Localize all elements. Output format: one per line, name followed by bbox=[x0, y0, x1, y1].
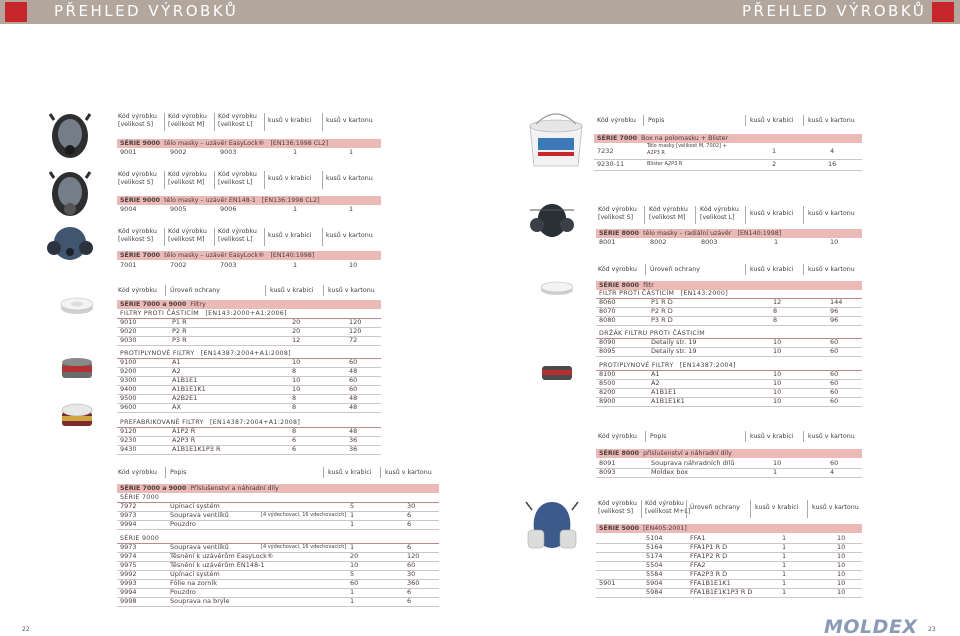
table-cell: 120 bbox=[349, 318, 362, 326]
table-cell: P3 R D bbox=[651, 316, 673, 324]
col-per-carton: kusů v kartonu bbox=[326, 117, 373, 124]
red-marker-right bbox=[932, 2, 954, 22]
table-cell: 60 bbox=[830, 459, 839, 467]
table-cell: 72 bbox=[349, 336, 358, 344]
table-cell: 360 bbox=[407, 579, 420, 587]
table-cell: 8 bbox=[292, 427, 297, 435]
table-cell: 5904 bbox=[646, 579, 663, 587]
top-bar bbox=[0, 0, 960, 24]
table-cell: 10 bbox=[773, 388, 782, 396]
col-per-carton: kusů v kartonu bbox=[808, 433, 855, 440]
col-per-box: kusů v krabici bbox=[268, 175, 312, 182]
table-cell: 10 bbox=[292, 358, 301, 366]
col-per-carton: kusů v kartonu bbox=[326, 232, 373, 239]
table-cell: 6 bbox=[407, 511, 412, 519]
table-cell: A1B1E1K1 bbox=[172, 385, 206, 393]
table-cell: 9010 bbox=[120, 318, 137, 326]
table-cell: 8200 bbox=[599, 388, 616, 396]
band-series-7000: SÉRIE 7000 tělo masky – uzávěr EasyLock® [EN140:1998] bbox=[117, 251, 381, 260]
table-cell: A1 bbox=[651, 370, 660, 378]
table-cell: P2 R bbox=[172, 327, 187, 335]
table-cell: 5164 bbox=[646, 543, 663, 551]
table-cell: Souprava náhradních dílů bbox=[651, 459, 735, 467]
table-cell: 9973 bbox=[120, 511, 137, 519]
band-series-8000: SÉRIE 8000 tělo masky – radiální uzávěr [EN140:1998] bbox=[596, 229, 862, 238]
table-cell: Upínací systém bbox=[170, 502, 220, 510]
group-label-gas-filters: PROTIPLYNOVÉ FILTRY [EN14387:2004+A1:2008] bbox=[120, 350, 291, 357]
table-cell: FFA1B1E1K1P3 R D bbox=[690, 588, 753, 596]
particle-filter-image bbox=[60, 296, 94, 314]
table-cell: 10 bbox=[773, 459, 782, 467]
table-cell: A2B2E1 bbox=[172, 394, 198, 402]
table-cell: 10 bbox=[773, 370, 782, 378]
table-cell: A1B1E1K1 bbox=[651, 397, 685, 405]
col-code-s: Kód výrobku [velikost S] bbox=[598, 500, 637, 515]
table-cell: FFA2P3 R D bbox=[690, 570, 728, 578]
full-face-mask-en148-image bbox=[48, 168, 92, 218]
col-code-s: Kód výrobku [velikost S] bbox=[118, 171, 157, 186]
table-cell: 5504 bbox=[646, 561, 663, 569]
col-code: Kód výrobku bbox=[597, 117, 636, 124]
table-cell: A2 bbox=[172, 367, 181, 375]
table-cell: 12 bbox=[292, 336, 301, 344]
col-protection: Úroveň ochrany bbox=[650, 266, 700, 273]
group-label-filter-holder: DRŽÁK FILTRU PROTI ČÁSTICÍM bbox=[599, 330, 705, 337]
table-cell: FFA1 bbox=[690, 534, 706, 542]
table-cell: 8 bbox=[292, 367, 297, 375]
table-cell: 10 bbox=[773, 379, 782, 387]
band-series-9000-en148: SÉRIE 9000 tělo masky – uzávěr EN148-1 [EN136:1998 CL2] bbox=[117, 196, 381, 205]
col-per-carton: kusů v kartonu bbox=[328, 287, 375, 294]
table-cell: 10 bbox=[773, 397, 782, 405]
combined-filter-image bbox=[60, 400, 94, 430]
col-description: Popis bbox=[170, 469, 187, 476]
table-cell: 1 bbox=[350, 520, 355, 528]
group-label-prefab-filters: PREFABRIKOVANÉ FILTRY [EN14387:2004+A1:2008] bbox=[120, 419, 301, 426]
table-cell: P1 R D bbox=[651, 298, 673, 306]
table-cell: [4 výdechovací, 16 vdechovacích] bbox=[261, 512, 347, 518]
table-cell: 20 bbox=[292, 327, 301, 335]
table-cell: 9994 bbox=[120, 588, 137, 596]
table-cell: 48 bbox=[349, 394, 358, 402]
table-cell: 9100 bbox=[120, 358, 137, 366]
table-cell: P2 R D bbox=[651, 307, 673, 315]
table-cell: 1 bbox=[350, 511, 355, 519]
table-cell: 1 bbox=[350, 588, 355, 596]
col-description: Popis bbox=[648, 117, 665, 124]
table-cell: Pouzdro bbox=[170, 520, 196, 528]
table-cell: 5174 bbox=[646, 552, 663, 560]
table-cell: 10 bbox=[350, 561, 359, 569]
col-code-l: Kód výrobku [velikost L] bbox=[218, 171, 257, 186]
table-cell: 9500 bbox=[120, 394, 137, 402]
page-title-left: PŘEHLED VÝROBKŮ bbox=[54, 2, 239, 20]
table-cell: 8100 bbox=[599, 370, 616, 378]
table-cell: 48 bbox=[349, 427, 358, 435]
group-label-series-7000: SÉRIE 7000 bbox=[120, 494, 160, 501]
table-cell: 9600 bbox=[120, 403, 137, 411]
table-cell: A1B1E1 bbox=[651, 388, 677, 396]
table-cell: 12 bbox=[773, 298, 782, 306]
col-code-ml: Kód výrobku [velikost M+L] bbox=[645, 500, 691, 515]
table-cell: 10 bbox=[773, 338, 782, 346]
table-cell: 9300 bbox=[120, 376, 137, 384]
table-cell: 60 bbox=[830, 379, 839, 387]
table-cell: AX bbox=[172, 403, 181, 411]
table-cell: 48 bbox=[349, 367, 358, 375]
band-accessories-7000-9000: SÉRIE 7000 a 9000 Příslušenství a náhradní díly bbox=[117, 484, 439, 493]
table-cell: 9998 bbox=[120, 597, 137, 605]
table-cell: 8070 bbox=[599, 307, 616, 315]
table-cell: 60 bbox=[830, 347, 839, 355]
table-cell: 10 bbox=[292, 385, 301, 393]
table-cell: 9992 bbox=[120, 570, 137, 578]
mask-box-image bbox=[524, 108, 588, 170]
table-cell: 6 bbox=[292, 445, 297, 453]
table-cell: FFA1P2 R D bbox=[690, 552, 728, 560]
table-cell: Detaily str. 19 bbox=[651, 347, 697, 355]
table-cell: 9974 bbox=[120, 552, 137, 560]
col-per-box: kusů v krabici bbox=[750, 210, 794, 217]
col-per-box: kusů v krabici bbox=[755, 504, 799, 511]
col-protection: Úroveň ochrany bbox=[170, 287, 220, 294]
table-cell: 8091 bbox=[599, 459, 616, 467]
col-per-box: kusů v krabici bbox=[750, 433, 794, 440]
table-cell: 9020 bbox=[120, 327, 137, 335]
table-cell: A2 bbox=[651, 379, 660, 387]
table-cell: 9400 bbox=[120, 385, 137, 393]
table-cell: 144 bbox=[830, 298, 843, 306]
table-cell: 8 bbox=[292, 403, 297, 411]
table-cell: 6 bbox=[407, 543, 412, 551]
table-cell: 9200 bbox=[120, 367, 137, 375]
table-row: 9230-11 Blister A2P3 R 2 16 bbox=[597, 160, 837, 168]
table-cell: 60 bbox=[830, 388, 839, 396]
col-per-carton: kusů v kartonu bbox=[385, 469, 432, 476]
table-cell: 60 bbox=[830, 338, 839, 346]
col-code: Kód výrobku bbox=[118, 287, 157, 294]
table-cell: P3 R bbox=[172, 336, 187, 344]
table-row: 9004 9005 9006 1 1 bbox=[120, 205, 354, 213]
table-cell: A1B1E1 bbox=[172, 376, 198, 384]
table-cell: 1 bbox=[782, 588, 787, 596]
col-per-box: kusů v krabici bbox=[270, 287, 314, 294]
band-series-9000-easylock: SÉRIE 9000 tělo masky – uzávěr EasyLock® [EN136:1998 CL2] bbox=[117, 139, 381, 148]
table-cell: 96 bbox=[830, 316, 839, 324]
table-cell: 120 bbox=[407, 552, 420, 560]
table-cell: 8500 bbox=[599, 379, 616, 387]
group-label-series-9000: SÉRIE 9000 bbox=[120, 535, 160, 542]
table-cell: 6 bbox=[407, 597, 412, 605]
group-label-particle-filters: FILTRY PROTI ČÁSTICÍM [EN143:2000+A1:2006] bbox=[120, 310, 287, 317]
table-cell: 7972 bbox=[120, 502, 137, 510]
col-code-l: Kód výrobku [velikost L] bbox=[218, 228, 257, 243]
table-cell: Souprava ventilků bbox=[170, 511, 229, 519]
table-cell: Souprava ventilků bbox=[170, 543, 229, 551]
table-cell: Moldex box bbox=[651, 468, 689, 476]
band-filters-7000-9000: SÉRIE 7000 a 9000 Filtry bbox=[117, 300, 381, 309]
table-cell: 60 bbox=[349, 385, 358, 393]
table-cell: 5 bbox=[350, 570, 355, 578]
table-cell: Detaily str. 19 bbox=[651, 338, 697, 346]
table-cell: [4 výdechovací, 16 vdechovacích] bbox=[261, 544, 347, 550]
col-code-m: Kód výrobku [velikost M] bbox=[168, 171, 207, 186]
page-title-right: PŘEHLED VÝROBKŮ bbox=[742, 2, 927, 20]
table-cell: 1 bbox=[782, 579, 787, 587]
table-cell: 9975 bbox=[120, 561, 137, 569]
table-cell: FFA2 bbox=[690, 561, 706, 569]
table-cell: 9120 bbox=[120, 427, 137, 435]
table-cell: 8080 bbox=[599, 316, 616, 324]
group-label-particle-filter-8000: FILTR PROTI ČÁSTICÍM [EN143:2000] bbox=[599, 290, 728, 297]
table-cell: Upínací systém bbox=[170, 570, 220, 578]
table-cell: 9430 bbox=[120, 445, 137, 453]
table-cell: 1 bbox=[782, 552, 787, 560]
col-code: Kód výrobku bbox=[118, 469, 157, 476]
table-cell: 1 bbox=[782, 561, 787, 569]
table-cell: 6 bbox=[407, 588, 412, 596]
table-cell: 10 bbox=[837, 534, 846, 542]
gas-filter-8000-image bbox=[540, 362, 574, 384]
table-cell: 1 bbox=[350, 597, 355, 605]
table-cell: A1P2 R bbox=[172, 427, 196, 435]
table-cell: 8 bbox=[773, 307, 778, 315]
table-cell: Těsnění k uzávěrům EasyLock® bbox=[170, 552, 274, 560]
band-series-5000: SÉRIE 5000 [EN405:2001] bbox=[596, 524, 862, 533]
col-per-carton: kusů v kartonu bbox=[812, 504, 859, 511]
full-face-mask-image bbox=[48, 110, 92, 160]
col-code-s: Kód výrobku [velikost S] bbox=[598, 206, 637, 221]
table-cell: 96 bbox=[830, 307, 839, 315]
band-accessories-8000: SÉRIE 8000 příslušenství a náhradní díly bbox=[596, 449, 862, 458]
table-cell: FFA1B1E1K1 bbox=[690, 579, 731, 587]
gas-filter-image bbox=[60, 356, 94, 382]
table-cell: 5 bbox=[350, 502, 355, 510]
col-code: Kód výrobku bbox=[598, 433, 637, 440]
table-cell: 8 bbox=[292, 394, 297, 402]
table-row: 8001 8002 8003 1 10 bbox=[599, 238, 839, 246]
table-cell: 1 bbox=[782, 534, 787, 542]
table-cell: 10 bbox=[837, 588, 846, 596]
col-code-m: Kód výrobku [velikost M] bbox=[168, 228, 207, 243]
table-cell: 8093 bbox=[599, 468, 616, 476]
table-cell: 10 bbox=[837, 561, 846, 569]
particle-filter-8000-image bbox=[540, 280, 574, 296]
band-filters-8000: SÉRIE 8000 filtr bbox=[596, 281, 862, 290]
col-per-box: kusů v krabici bbox=[268, 232, 312, 239]
table-cell: Fólie na zorník bbox=[170, 579, 217, 587]
page-number-right: 23 bbox=[928, 626, 936, 633]
table-row: 7232 Tělo masky [velikost M, 7002] + A2P3 R 1 4 bbox=[597, 143, 835, 156]
col-per-carton: kusů v kartonu bbox=[808, 210, 855, 217]
table-cell: 10 bbox=[837, 552, 846, 560]
table-row: 9001 9002 9003 1 1 bbox=[120, 148, 354, 156]
col-per-box: kusů v krabici bbox=[328, 469, 372, 476]
col-code-s: Kód výrobku [velikost S] bbox=[118, 113, 157, 128]
table-cell: 5104 bbox=[646, 534, 663, 542]
table-cell: FFA1P1 R D bbox=[690, 543, 728, 551]
table-cell: 10 bbox=[837, 570, 846, 578]
table-cell: 8900 bbox=[599, 397, 616, 405]
table-cell: 36 bbox=[349, 445, 358, 453]
col-description: Popis bbox=[650, 433, 667, 440]
page-number-left: 22 bbox=[22, 626, 30, 633]
half-mask-8000-image bbox=[528, 200, 576, 240]
col-per-box: kusů v krabici bbox=[750, 117, 794, 124]
table-cell: 1 bbox=[773, 468, 778, 476]
table-cell: 8095 bbox=[599, 347, 616, 355]
table-cell: P1 R bbox=[172, 318, 187, 326]
table-cell: 48 bbox=[349, 403, 358, 411]
table-cell: Těsnění k uzávěrům EN148-1 bbox=[170, 561, 265, 569]
table-cell: 9030 bbox=[120, 336, 137, 344]
table-cell: 4 bbox=[830, 468, 835, 476]
col-protection: Úroveň ochrany bbox=[690, 504, 740, 511]
table-cell: 9230 bbox=[120, 436, 137, 444]
table-cell: 20 bbox=[350, 552, 359, 560]
table-cell: 36 bbox=[349, 436, 358, 444]
table-cell: 8090 bbox=[599, 338, 616, 346]
col-per-box: kusů v krabici bbox=[750, 266, 794, 273]
col-per-box: kusů v krabici bbox=[268, 117, 312, 124]
table-cell: 60 bbox=[349, 376, 358, 384]
table-cell: 9993 bbox=[120, 579, 137, 587]
col-per-carton: kusů v kartonu bbox=[808, 266, 855, 273]
table-cell: 6 bbox=[407, 520, 412, 528]
table-cell: 10 bbox=[837, 543, 846, 551]
table-cell: 1 bbox=[782, 570, 787, 578]
table-cell: 1 bbox=[782, 543, 787, 551]
col-per-carton: kusů v kartonu bbox=[326, 175, 373, 182]
table-cell: 8060 bbox=[599, 298, 616, 306]
group-label-gas-filters-8000: PROTIPLYNOVÉ FILTRY [EN14387:2004] bbox=[599, 362, 736, 369]
band-series-7000-box: SÉRIE 7000 Box na polomasku + Blister bbox=[594, 134, 862, 143]
table-cell: 60 bbox=[830, 397, 839, 405]
table-cell: 10 bbox=[292, 376, 301, 384]
half-mask-7000-image bbox=[46, 224, 94, 262]
table-cell: 8 bbox=[773, 316, 778, 324]
table-cell: 9994 bbox=[120, 520, 137, 528]
table-cell: A1B1E1K1P3 R bbox=[172, 445, 221, 453]
col-code: Kód výrobku bbox=[598, 266, 637, 273]
table-cell: 60 bbox=[350, 579, 359, 587]
table-row: 7001 7002 7003 1 10 bbox=[120, 261, 358, 269]
table-cell: A1 bbox=[172, 358, 181, 366]
col-code-l: Kód výrobku [velikost L] bbox=[700, 206, 739, 221]
table-cell: 60 bbox=[349, 358, 358, 366]
red-marker-left bbox=[5, 2, 27, 22]
table-cell: Pouzdro bbox=[170, 588, 196, 596]
table-cell: 5984 bbox=[646, 588, 663, 596]
table-cell: 30 bbox=[407, 502, 416, 510]
table-cell: 30 bbox=[407, 570, 416, 578]
table-cell: 1 bbox=[350, 543, 355, 551]
table-cell: 10 bbox=[837, 579, 846, 587]
table-cell: Souprava na brýle bbox=[170, 597, 230, 605]
table-cell: 10 bbox=[773, 347, 782, 355]
table-cell: 5901 bbox=[599, 579, 616, 587]
table-cell: 20 bbox=[292, 318, 301, 326]
table-cell: 6 bbox=[292, 436, 297, 444]
moldex-logo: MOLDEX bbox=[824, 616, 918, 636]
col-code-l: Kód výrobku [velikost L] bbox=[218, 113, 257, 128]
col-code-m: Kód výrobku [velikost M] bbox=[168, 113, 207, 128]
col-per-carton: kusů v kartonu bbox=[808, 117, 855, 124]
table-cell: 60 bbox=[830, 370, 839, 378]
table-cell: 120 bbox=[349, 327, 362, 335]
col-code-m: Kód výrobku [velikost M] bbox=[649, 206, 688, 221]
col-code-s: Kód výrobku [velikost S] bbox=[118, 228, 157, 243]
disposable-mask-5000-image bbox=[522, 496, 582, 556]
table-cell: 60 bbox=[407, 561, 416, 569]
table-cell: 5584 bbox=[646, 570, 663, 578]
table-cell: A2P3 R bbox=[172, 436, 196, 444]
table-cell: 9973 bbox=[120, 543, 137, 551]
